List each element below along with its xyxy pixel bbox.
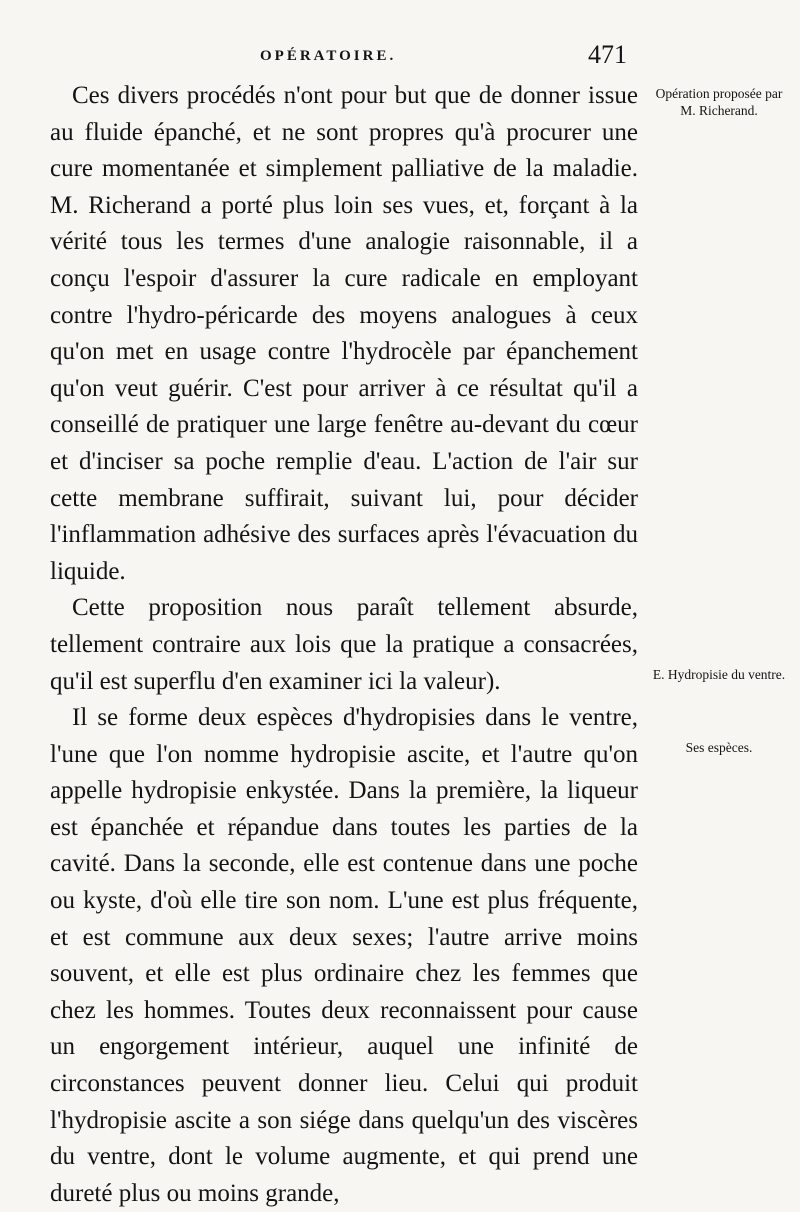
margin-note-operation: Opération proposée par M. Richerand. [655,86,783,118]
margin-note-hydropisie: E. Hydropisie du ventre. [652,667,786,682]
main-text [50,78,638,1212]
paragraph-proposition: Cette proposition nous paraît tellement absurde, tellement contraire aux lois que la pratique a consacrées, qu'il est superflu d'en examiner ici la valeur). [50,594,638,695]
page-number: 471 [588,40,627,69]
running-title: OPÉRATOIRE. [260,48,397,64]
margin-note-especes: Ses espèces. [685,740,753,755]
paragraph-hydropisies: Il se forme deux espèces d'hydropisies dans le ventre, l'une que l'on nomme hydropisie ascite, et l'autre qu'on appelle hydropisie enkystée. Dans la première, la liqueur est épanchée et répandue dans toutes les parties de la cavité. Dans la seconde, elle est contenue dans une poche ou kyste, d'où elle tire son nom. L'une est plus fréquente, et est commune aux deux sexes; l'autre arrive moins souvent, et elle est plus ordinaire chez les femmes que chez les hommes. Toutes deux reconnaissent pour cause un engorgement intérieur, auquel une infinité de circonstances peuvent donner lieu. Celui qui produit l'hydropisie ascite a son siége dans quelqu'un des viscères du ventre, dont le volume augmente, et qui prend une dureté plus ou moins grande, [50,704,638,1207]
paragraph-richerand: Ces divers procédés n'ont pour but que de donner issue au fluide épanché, et ne sont propres qu'à procurer une cure momentanée et simplement palliative de la maladie. M. Richerand a porté plus loin ses vues, et, forçant à la vérité tous les termes d'une analogie raisonnable, il a conçu l'espoir d'assurer la cure radicale en employant contre l'hydro-péricarde des moyens analogues à ceux qu'on met en usage contre l'hydrocèle par épanchement qu'on veut guérir. C'est pour arriver à ce résultat qu'il a conseillé de pratiquer une large fenêtre au-devant du cœur et d'inciser sa poche remplie d'eau. L'action de l'air sur cette membrane suffirait, suivant lui, pour décider l'inflammation adhésive des surfaces après l'évacuation du liquide. [50,82,638,585]
